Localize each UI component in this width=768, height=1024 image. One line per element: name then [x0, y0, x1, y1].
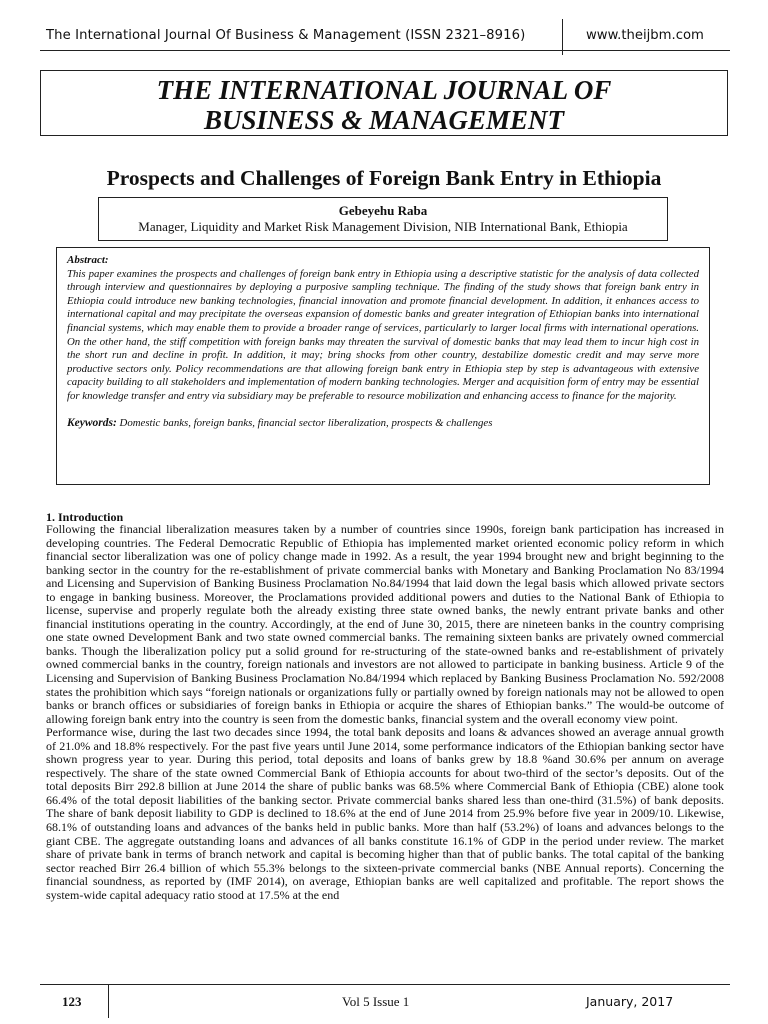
section-heading: 1. Introduction	[46, 510, 124, 524]
footer-divider	[108, 984, 109, 1018]
running-header-website: www.theijbm.com	[586, 28, 704, 43]
author-block	[98, 197, 668, 241]
author-name: Gebeyehu Raba	[338, 203, 428, 218]
abstract-heading: Abstract:	[67, 254, 109, 266]
keywords-line	[67, 417, 699, 431]
masthead-line-2: BUSINESS & MANAGEMENT	[203, 105, 565, 135]
page-footer	[0, 984, 768, 1024]
footer-issue: Vol 5 Issue 1	[342, 994, 410, 1009]
body-paragraph: Following the financial liberalization measures taken by a number of countries since 1990s, foreign bank participation has increased in developing countries. The Federal Democratic Republic of Ethiopia has implemented market oriented economic policy reform in which financial sector liberalization was one of policy change made in 1992. As a result, the year 1994 brought new and bright beginning to the banking sector in the country for the re-establishment of private commercial banks with Monetary and Banking Proclamation No 83/1994 and Licensing and Supervision of Banking Business Proclamation No.84/1994 that laid down the legal basis which allowed private sectors to engage in banking business. Moreover, the Proclamations provided additional powers and duties to the National Bank of Ethiopia to license, supervise and properly regulate both the already existing three state owned banks, the newly entrant private banks and other financial institutions operating in the country. Accordingly, at the end of June 30, 2015, there are nineteen banks in the country comprising one state owned Development Bank and two state owned commercial banks. The remaining sixteen banks are privately owned commercial banks. Though the liberalization policy put a solid ground for re-structuring of the state-owned banks and re-establishment of privately owned commercial banks in the country, foreign nationals and investors are not allowed to participate in banking business. Article 9 of the Licensing and Supervision of Banking Business Proclamation No.84/1994 which replaced by Banking Business Proclamation No. 592/2008 states the prohibition which says “foreign nationals or organizations fully or partially owned by foreign nationals may not be allowed to open banks or branch offices or subsidiaries of foreign banks in Ethiopia or acquire the shares of Ethiopian banks.” The would-be outcome of allowing foreign bank entry into the country is seen from the domestic banks, financial system and the overall economy view point.	[46, 523, 724, 726]
abstract-text: This paper examines the prospects and challenges of foreign bank entry in Ethiopia using a descriptive statistic for the analysis of data collected through interview and questionnaires by deploying a purposive sampling technique. The finding of the study shows that foreign bank entry in Ethiopia could introduce new banking technologies, financial innovation and promote financial development. In addition, it enhances access to international capital and may precipitate the overseas expansion of domestic banks and greater integration of Ethiopian banks into international financial systems, which may enable them to provide a broader range of services, particularly to larger local firms with international operations. On the other hand, the stiff competition with foreign banks may threaten the survival of domestic banks that may lead them to incur high cost in the short run and decline in profit. In addition, it may; bring shocks from other country, destabilize domestic credit and may serve more productive sectors only. Policy recommendations are that allowing foreign bank entry in Ethiopia step by step is advantageous with extensive capacity building to all stakeholders and implementation of modern banking technologies. Merger and acquisition form of entry may be essential for knowledge transfer and entry via subsidiary may be preferable to resource mobilization and enhancing access to finance for the majority.	[67, 267, 699, 402]
journal-masthead	[40, 70, 728, 136]
header-rule	[40, 50, 730, 51]
masthead-line-1: THE INTERNATIONAL JOURNAL OF	[156, 75, 612, 105]
running-header	[0, 0, 768, 56]
page-number: 123	[62, 994, 82, 1009]
author-affiliation: Manager, Liquidity and Market Risk Management Division, NIB International Bank, Ethiopia	[138, 219, 628, 234]
footer-rule	[40, 984, 730, 985]
running-header-journal-name: The International Journal Of Business & Management (ISSN 2321–8916)	[46, 28, 526, 43]
abstract-box	[56, 247, 710, 485]
article-title: Prospects and Challenges of Foreign Bank Entry in Ethiopia	[106, 166, 662, 190]
body-text	[46, 523, 724, 965]
keywords-text: Domestic banks, foreign banks, financial sector liberalization, prospects & challenges	[119, 416, 493, 429]
keywords-label: Keywords:	[67, 416, 117, 429]
body-paragraph: Performance wise, during the last two decades since 1994, the total bank deposits and loans & advances showed an average annual growth of 21.0% and 18.8% respectively. For the past five years until June 2014, some performance indicators of the Ethiopian banking sector have shown progress year to year. During this period, total deposits and loans of banks grew by 18.8 %and 30.6% per annum on average respectively. The share of the state owned Commercial Bank of Ethiopia accounts for about two-third of the sector’s deposits. Out of the total deposits Birr 292.8 billion at June 2014 the share of public banks was 68.5% where Commercial Bank of Ethiopia (CBE) alone took 66.4% of the total deposit liabilities of the banking sector. Private commercial banks shared less than one-third (31.5%) of bank deposits. The share of bank deposit liability to GDP is declined to 18.6% at the end of June 2014 from 25.9% before five year in 2009/10. Likewise, 68.1% of outstanding loans and advances of the banks held in public banks. More than half (53.2%) of loans and advances belongs to the giant CBE. The aggregate outstanding loans and advances of all banks constitute 16.1% of GDP in the period under review. The market share of private bank in terms of branch network and capital is becoming higher than that of public banks. The total capital of the banking sector reached Birr 26.4 billion of which 55.3% belongs to the sixteen-private commercial banks (NBE Annual reports). Concerning the financial soundness, as reported by (IMF 2014), on average, Ethiopian banks are well capitalized and profitable. The report shows the system-wide capital adequacy ratio stood at 17.5% at the end	[46, 725, 724, 902]
footer-date: January, 2017	[586, 994, 674, 1009]
